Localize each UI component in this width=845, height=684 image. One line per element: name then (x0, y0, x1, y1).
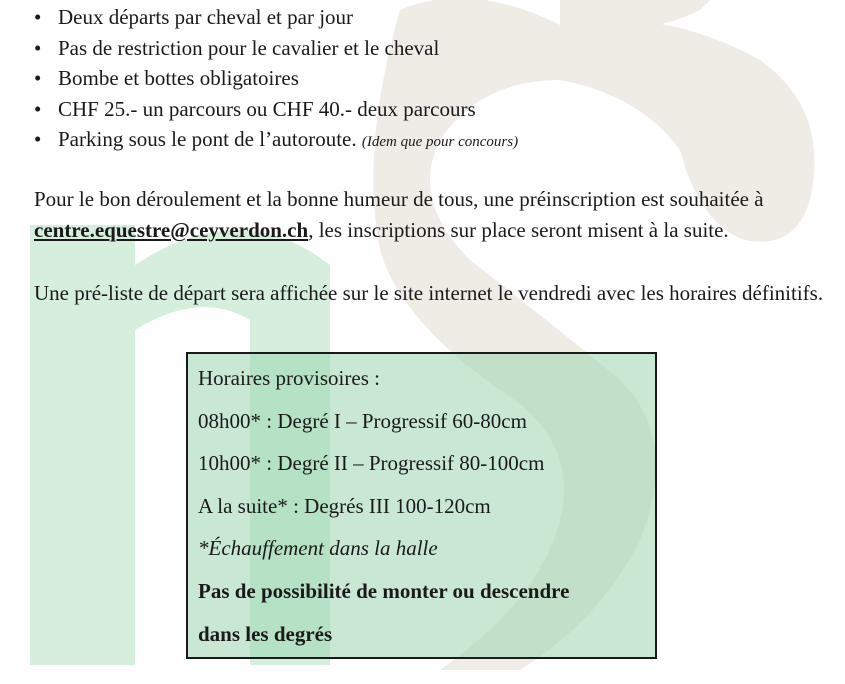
bullet-icon: • (34, 96, 42, 121)
list-item: • Pas de restriction pour le cavalier et le cheval (34, 33, 518, 64)
schedule-line: 08h00* : Degré I – Progressif 60-80cm (198, 408, 527, 433)
parking-note: (Idem que pour concours) (361, 134, 519, 150)
info-bullet-list (34, 2, 518, 158)
schedule-line: 10h00* : Degré II – Progressif 80-100cm (198, 451, 545, 476)
bullet-icon: • (34, 5, 42, 29)
list-item: • Bombe et bottes obligatoires (34, 63, 518, 94)
email-link[interactable]: centre.equestre@ceyverdon.ch (34, 217, 309, 242)
bullet-icon: • (34, 35, 42, 60)
schedule-box (186, 352, 657, 659)
schedule-line: A la suite* : Degrés III 100-120cm (198, 493, 491, 518)
warmup-footnote: *Échauffement dans la halle (198, 536, 438, 561)
start-list-paragraph: Une pré-liste de départ sera affichée sur le site internet le vendredi avec les horaires définitifs. (34, 281, 824, 305)
bullet-icon: • (34, 127, 42, 151)
list-item: • CHF 25.- un parcours ou CHF 40.- deux parcours (34, 94, 518, 125)
schedule-title: Horaires provisoires : (198, 366, 380, 390)
degree-warning-line2: dans les degrés (198, 621, 333, 646)
list-item: • Parking sous le pont de l’autoroute. (Idem que pour concours) (34, 124, 518, 158)
degree-warning-line1: Pas de possibilité de monter ou descendre (198, 578, 570, 603)
list-item: • Deux départs par cheval et par jour (34, 2, 518, 33)
registration-paragraph: Pour le bon déroulement et la bonne humeur de tous, une préinscription est souhaitée à centre.equestre@ceyverdon.ch, les inscriptions sur place seront misent à la suite. (34, 187, 764, 242)
bullet-icon: • (34, 66, 42, 90)
